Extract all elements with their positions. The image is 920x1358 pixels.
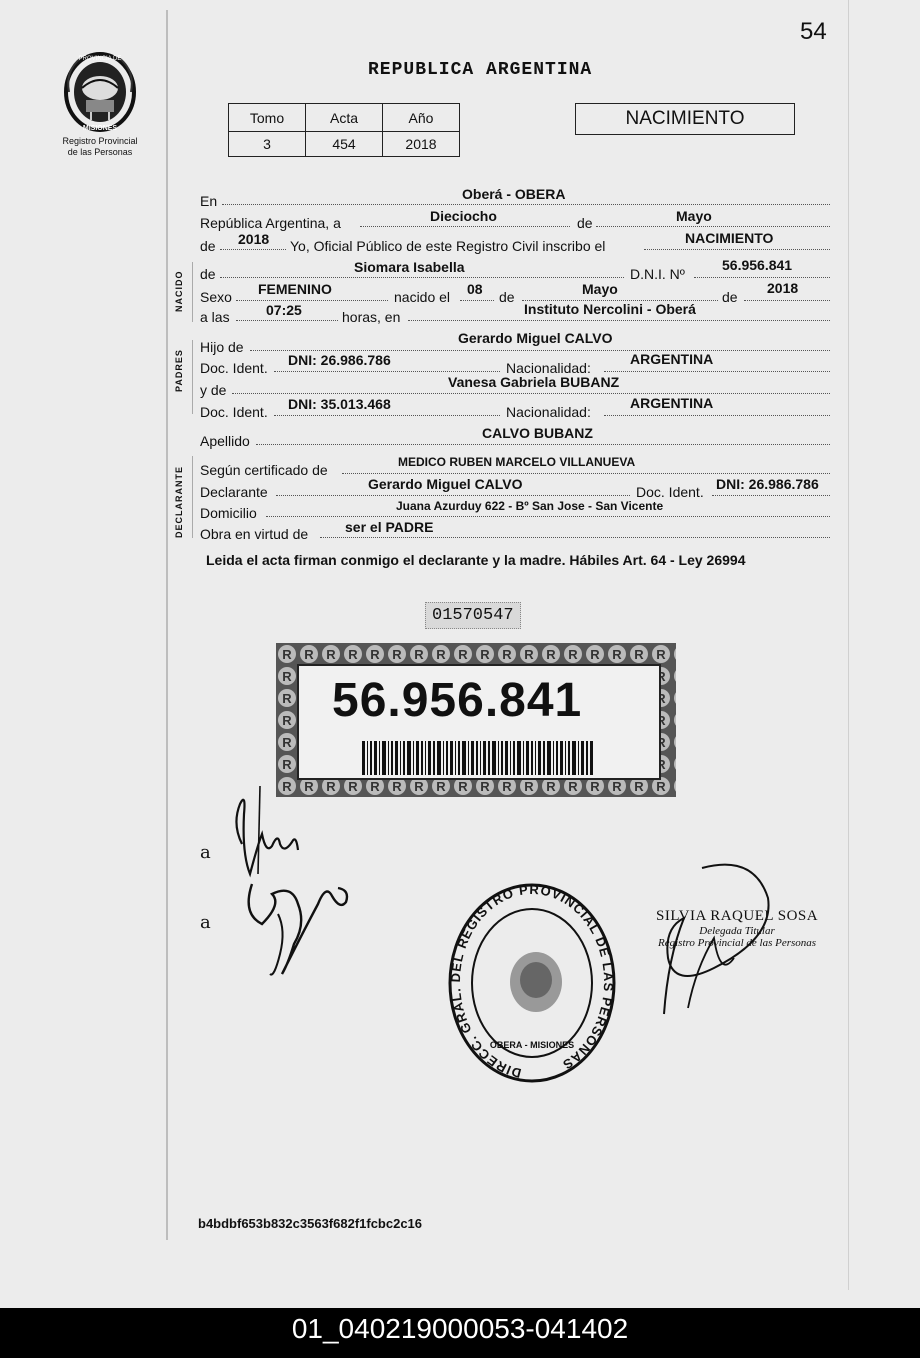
dotted-line xyxy=(694,276,830,278)
page-number: 54 xyxy=(800,18,827,45)
label-doc-ident: Doc. Ident. xyxy=(200,404,268,420)
dotted-line xyxy=(266,515,830,517)
serial-number: 01570547 xyxy=(425,602,521,629)
dotted-line xyxy=(460,299,494,301)
label-yo-oficial: Yo, Oficial Público de este Registro Civil inscribo el xyxy=(290,238,606,254)
dotted-line xyxy=(222,203,830,205)
value-lugar-nacimiento: Instituto Nercolini - Oberá xyxy=(524,301,696,317)
label-republica: República Argentina, a xyxy=(200,215,341,231)
logo-caption: Registro Provincial de las Personas xyxy=(62,136,138,157)
label-nacido-el: nacido el xyxy=(394,289,451,305)
dotted-line xyxy=(236,319,338,321)
dotted-line xyxy=(250,349,830,351)
value-dia-inscripcion: Dieciocho xyxy=(430,208,497,224)
footer-code: 01_040219000053-041402 xyxy=(0,1308,920,1358)
value-nombre: Siomara Isabella xyxy=(354,259,465,275)
label-sexo: Sexo xyxy=(200,289,232,305)
label-a-las: a las xyxy=(200,309,230,325)
label-declarante: Declarante xyxy=(200,484,268,500)
label-apellido: Apellido xyxy=(200,433,250,449)
value-padre-doc: DNI: 26.986.786 xyxy=(288,352,391,368)
value-anio-inscripcion: 2018 xyxy=(238,231,270,247)
document-title: REPUBLICA ARGENTINA xyxy=(368,60,593,80)
signature-mark: a xyxy=(200,842,211,863)
official-handwritten-signature xyxy=(654,858,774,1018)
value-madre: Vanesa Gabriela BUBANZ xyxy=(448,374,620,390)
value-declarante-doc: DNI: 26.986.786 xyxy=(716,476,819,492)
label-de: de xyxy=(722,289,738,305)
dni-card xyxy=(276,643,676,797)
label-horas-en: horas, en xyxy=(342,309,401,325)
signature-mark: a xyxy=(200,912,211,933)
label-de: de xyxy=(577,215,593,231)
registry-table xyxy=(228,103,460,157)
dotted-line xyxy=(360,225,570,227)
dotted-line xyxy=(604,370,830,372)
dotted-line xyxy=(274,414,500,416)
section-rule xyxy=(192,262,193,322)
value-madre-nacionalidad: ARGENTINA xyxy=(630,395,714,411)
dotted-line xyxy=(408,319,830,321)
official-org: Registro Provincial de las Personas xyxy=(658,937,817,949)
svg-text:OBERA - MISIONES: OBERA - MISIONES xyxy=(489,1040,575,1050)
official-name: SILVIA RAQUEL SOSA xyxy=(656,908,819,924)
dotted-line xyxy=(276,494,630,496)
value-mes-inscripcion: Mayo xyxy=(676,208,712,224)
dotted-line xyxy=(274,370,500,372)
label-obra-en-virtud: Obra en virtud de xyxy=(200,526,309,542)
acta-header: Acta xyxy=(306,104,383,132)
section-label-padres: PADRES xyxy=(174,349,184,392)
svg-text:DIRECC. GRAL. DEL REGISTRO PRO: DIRECC. GRAL. DEL REGISTRO PROVINCIAL DE LAS PERSONAS xyxy=(447,881,617,1081)
label-nacionalidad: Nacionalidad: xyxy=(506,360,591,376)
acta-value: 454 xyxy=(306,132,383,157)
record-type-box: NACIMIENTO xyxy=(575,103,795,135)
label-nacionalidad: Nacionalidad: xyxy=(506,404,591,420)
value-domicilio: Juana Azurduy 622 - Bº San Jose - San Vicente xyxy=(396,499,664,513)
dotted-line xyxy=(712,494,830,496)
label-de: de xyxy=(200,266,216,282)
label-de: de xyxy=(200,238,216,254)
dotted-line xyxy=(320,536,830,538)
section-label-nacido: NACIDO xyxy=(174,270,184,312)
label-hijo-de: Hijo de xyxy=(200,339,244,355)
tomo-value: 3 xyxy=(229,132,306,157)
label-doc-ident: Doc. Ident. xyxy=(636,484,704,500)
anio-header: Año xyxy=(383,104,460,132)
dotted-line xyxy=(744,299,830,301)
page-edge xyxy=(848,0,849,1290)
value-tipo-inscripcion: NACIMIENTO xyxy=(685,230,774,246)
province-logo xyxy=(52,50,148,158)
value-dni: 56.956.841 xyxy=(722,257,793,273)
dotted-line xyxy=(256,443,830,445)
dotted-line xyxy=(220,248,286,250)
official-role: Delegada Titular xyxy=(699,925,775,937)
dotted-line xyxy=(342,472,830,474)
margin-line xyxy=(166,10,168,1240)
dotted-line xyxy=(604,414,830,416)
value-dia-nacimiento: 08 xyxy=(467,281,483,297)
anio-value: 2018 xyxy=(383,132,460,157)
tomo-header: Tomo xyxy=(229,104,306,132)
barcode-icon xyxy=(362,741,594,775)
value-anio-nacimiento: 2018 xyxy=(767,280,799,296)
value-padre-nacionalidad: ARGENTINA xyxy=(630,351,714,367)
dotted-line xyxy=(236,299,388,301)
value-padre: Gerardo Miguel CALVO xyxy=(458,330,613,346)
label-segun-certificado: Según certificado de xyxy=(200,462,328,478)
dotted-line xyxy=(596,225,830,227)
value-apellido: CALVO BUBANZ xyxy=(482,425,593,441)
label-doc-ident: Doc. Ident. xyxy=(200,360,268,376)
official-seal xyxy=(446,880,618,1086)
document-hash: b4bdbf653b832c3563f682f1fcbc2c16 xyxy=(198,1216,423,1231)
value-mes-nacimiento: Mayo xyxy=(582,281,618,297)
label-dni: D.N.I. Nº xyxy=(630,266,685,282)
value-madre-doc: DNI: 35.013.468 xyxy=(288,396,391,412)
value-certificado: MEDICO RUBEN MARCELO VILLANUEVA xyxy=(398,455,636,469)
value-obra-en-virtud: ser el PADRE xyxy=(345,519,434,535)
label-de: de xyxy=(499,289,515,305)
dotted-line xyxy=(220,276,624,278)
label-en: En xyxy=(200,193,218,209)
dotted-line xyxy=(644,248,830,250)
dni-card-number: 56.956.841 xyxy=(332,674,583,727)
handwritten-signatures xyxy=(222,784,362,984)
dotted-line xyxy=(232,392,830,394)
section-rule xyxy=(192,456,193,538)
value-sexo: FEMENINO xyxy=(258,281,332,297)
value-declarante: Gerardo Miguel CALVO xyxy=(368,476,523,492)
svg-text:MISIONES: MISIONES xyxy=(82,125,118,132)
label-y-de: y de xyxy=(200,382,227,398)
section-label-declarante: DECLARANTE xyxy=(174,466,184,538)
svg-text:PROVINCIA DE: PROVINCIA DE xyxy=(78,56,122,62)
closing-text: Leida el acta firman conmigo el declarante y la madre. Hábiles Art. 64 - Ley 26994 xyxy=(206,552,746,568)
value-hora: 07:25 xyxy=(266,302,302,318)
section-rule xyxy=(192,340,193,414)
province-emblem-icon xyxy=(61,50,139,134)
label-domicilio: Domicilio xyxy=(200,505,257,521)
value-lugar: Oberá - OBERA xyxy=(462,186,566,202)
